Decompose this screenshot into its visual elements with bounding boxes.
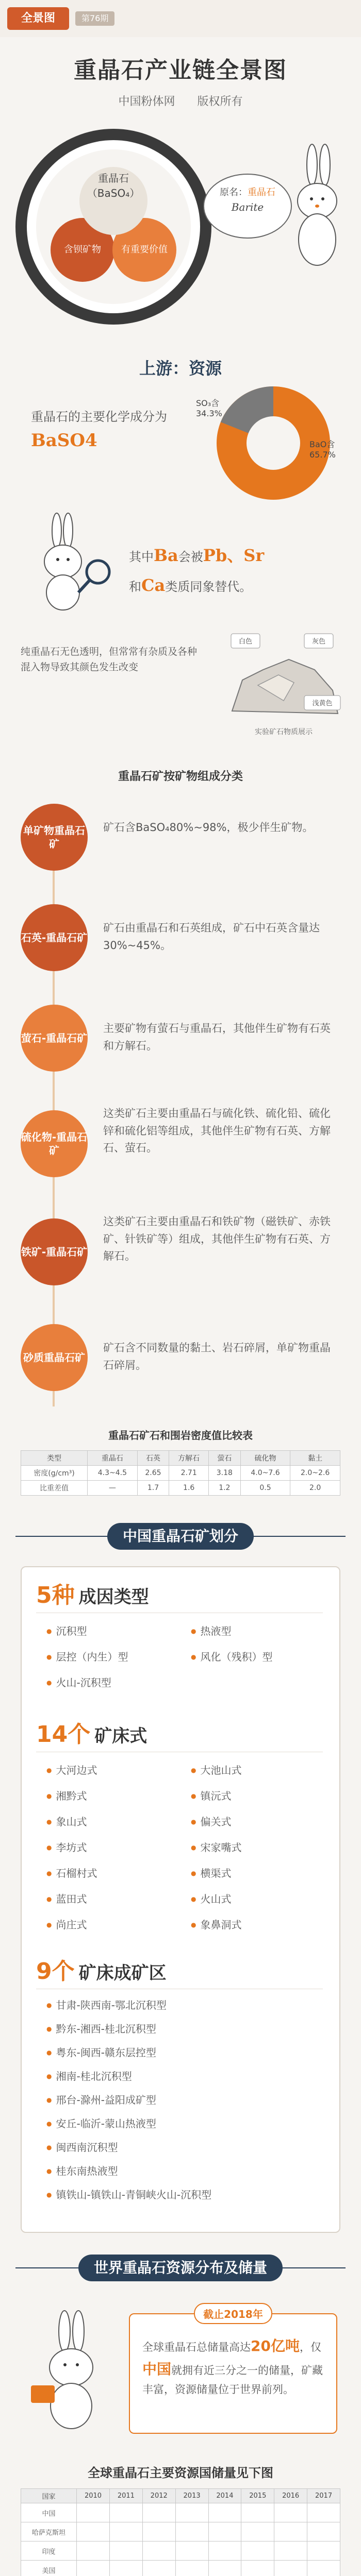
formula-lead: 重晶石的主要化学成分为 xyxy=(31,410,167,424)
mineral-type-desc: 矿石由重晶石和石英组成，矿石中石英含量达30%~45%。 xyxy=(103,922,320,952)
table-cell xyxy=(241,2503,274,2522)
table-cell xyxy=(142,2541,175,2561)
deposit-styles-label: 矿床式 xyxy=(94,1726,147,1747)
table-header-cell: 2011 xyxy=(109,2489,142,2503)
belt-item: ● 甘肃-陕西南-鄂北沉积型 xyxy=(46,1997,167,2012)
table-header-cell: 2016 xyxy=(274,2489,307,2503)
mineral-type-badge: 硫化物-重晶石矿 xyxy=(21,1110,88,1177)
core-mineral-name: 重晶石 xyxy=(98,172,129,184)
mineral-type-badge: 铁矿-重晶石矿 xyxy=(21,1218,88,1285)
country-cell: 中国 xyxy=(21,2503,77,2522)
deposit-style-item: ● 尚庄式 xyxy=(46,1917,87,1931)
table-cell xyxy=(208,2503,241,2522)
table-cell xyxy=(175,2503,208,2522)
table-header-cell: 2015 xyxy=(241,2489,274,2503)
table-row xyxy=(21,2522,340,2541)
belt-item: ● 湘南-桂北沉积型 xyxy=(46,2068,132,2083)
mineral-types-heading: 重晶石矿按矿物组成分类 xyxy=(118,770,243,783)
table-header-cell: 类型 xyxy=(21,1451,88,1466)
sub-prefix: 其中 xyxy=(129,550,154,564)
page-subtitle xyxy=(0,93,361,109)
table-row xyxy=(21,1466,340,1481)
belt-item: ● 邢台-滁州-益阳成矿型 xyxy=(46,2092,156,2107)
table-cell: 比重差值 xyxy=(21,1481,88,1496)
table-cell: 密度(g/cm³) xyxy=(21,1466,88,1481)
table-cell: 0.5 xyxy=(240,1481,290,1496)
deposit-style-item: ● 宋家嘴式 xyxy=(191,1839,241,1854)
table-cell xyxy=(274,2541,307,2561)
so3-legend xyxy=(196,397,222,418)
left-circle-label: 含钡矿物 xyxy=(64,244,101,255)
formula-value: BaSO4 xyxy=(31,430,97,451)
world-title: 世界重晶石资源分布及储量 xyxy=(78,2255,283,2281)
table-cell: 2.0 xyxy=(290,1481,340,1496)
table-cell xyxy=(109,2522,142,2541)
country-cell: 哈萨克斯坦 xyxy=(21,2522,77,2541)
mineral-type-6 xyxy=(21,1324,340,1401)
sub-suffix: 类质同象替代。 xyxy=(165,579,252,594)
table-header-cell: 萤石 xyxy=(209,1451,241,1466)
table-cell xyxy=(241,2541,274,2561)
mineral-type-desc: 这类矿石主要由重晶石与硫化铁、硫化铅、硫化锌和硫化铝等组成，其他伴生矿物有石英、方解石、萤石。 xyxy=(103,1107,331,1155)
genetic-type-item: ● 风化（残积）型 xyxy=(191,1649,272,1664)
country-cell: 印度 xyxy=(21,2541,77,2561)
table-cell xyxy=(274,2522,307,2541)
world-table-title: 全球重晶石主要资源国储量见下图 xyxy=(88,2466,273,2480)
table-cell xyxy=(307,2522,340,2541)
table-header-row xyxy=(21,1451,340,1466)
table-cell xyxy=(208,2561,241,2576)
mineral-type-desc: 这类矿石主要由重晶石和铁矿物（磁铁矿、赤铁矿、针铁矿等）组成，其他伴生矿物有石英、方解石。 xyxy=(103,1215,331,1263)
deposit-style-item: ● 横渠式 xyxy=(191,1865,231,1880)
table-cell: 3.18 xyxy=(209,1466,241,1481)
world-reserve-card xyxy=(129,2308,337,2434)
deposit-style-item: ● 象山式 xyxy=(46,1814,87,1828)
mineral-type-badge: 砂质重晶石矿 xyxy=(21,1324,88,1391)
deposit-style-item: ● 偏关式 xyxy=(191,1814,231,1828)
so3-value: 34.3% xyxy=(196,409,222,418)
genetic-types-heading xyxy=(36,1577,149,1609)
table-header-cell: 2010 xyxy=(77,2489,110,2503)
belts-label: 矿床成矿区 xyxy=(78,1963,167,1984)
brand-logo[interactable]: 全景图 xyxy=(7,7,69,30)
reserve-china: 中国 xyxy=(142,2360,172,2378)
table-cell xyxy=(175,2561,208,2576)
table-header-cell: 黏土 xyxy=(290,1451,340,1466)
name-bubble xyxy=(211,185,284,215)
world-reserve-text xyxy=(142,2335,324,2398)
ca-element: Ca xyxy=(141,575,166,595)
bubble-prefix: 原名： xyxy=(220,187,248,198)
density-table-wrap xyxy=(21,1450,340,1496)
belt-item: ● 黔东-湘西-桂北沉积型 xyxy=(46,2021,156,2036)
deposit-style-item: ● 镇沅式 xyxy=(191,1788,231,1803)
table-header-cell: 方解石 xyxy=(169,1451,209,1466)
table-cell: 4.3~4.5 xyxy=(88,1466,138,1481)
table-header-cell: 2012 xyxy=(142,2489,175,2503)
table-cell: 1.7 xyxy=(137,1481,169,1496)
world-table-wrap xyxy=(21,2488,340,2576)
density-table-title: 重晶石矿石和围岩密度值比较表 xyxy=(108,1429,253,1442)
bao-label: BaO含 xyxy=(309,439,335,449)
table-cell xyxy=(175,2541,208,2561)
mineral-type-4 xyxy=(21,1105,340,1193)
mineral-type-desc: 矿石含不同数量的黏土、岩石碎屑，单矿物重晶石碎屑。 xyxy=(103,1342,331,1371)
and-text: 和 xyxy=(129,579,141,594)
table-cell xyxy=(208,2541,241,2561)
deposit-style-item: ● 蓝田式 xyxy=(46,1891,87,1906)
deposit-style-item: ● 火山式 xyxy=(191,1891,231,1906)
upstream-title: 上游：资源 xyxy=(139,359,222,378)
genetic-types-count: 5种 xyxy=(36,1582,75,1608)
mineral-type-5 xyxy=(21,1213,340,1301)
table-cell: — xyxy=(88,1481,138,1496)
table-cell xyxy=(77,2503,110,2522)
density-table xyxy=(21,1450,340,1496)
table-header-row xyxy=(21,2489,340,2503)
table-cell xyxy=(142,2561,175,2576)
table-cell xyxy=(274,2561,307,2576)
genetic-type-item: ● 火山-沉积型 xyxy=(46,1674,111,1689)
rabbit-magnifier-icon xyxy=(21,510,124,613)
table-cell xyxy=(142,2503,175,2522)
ore-samples xyxy=(222,623,346,737)
belt-item: ● 闽西南沉积型 xyxy=(46,2139,118,2154)
table-cell xyxy=(77,2522,110,2541)
table-cell xyxy=(208,2522,241,2541)
world-reserves-table xyxy=(21,2488,340,2576)
world-rabbit-icon xyxy=(21,2308,124,2432)
formula-statement xyxy=(31,407,186,455)
belts-heading xyxy=(36,1953,167,1986)
intro-diagram xyxy=(15,124,346,340)
table-row xyxy=(21,1481,340,1496)
sub-mid: 会被 xyxy=(178,550,203,564)
table-cell xyxy=(307,2503,340,2522)
mineral-type-badge: 单矿物重晶石矿 xyxy=(21,804,88,871)
table-header-cell: 石英 xyxy=(137,1451,169,1466)
sample-gray-label: 灰色 xyxy=(311,638,325,646)
belt-item: ● 桂东南热液型 xyxy=(46,2163,118,2178)
table-cell: 2.0~2.6 xyxy=(290,1466,340,1481)
mineral-type-3 xyxy=(21,1005,340,1082)
intro-circles-graphic xyxy=(15,124,346,340)
classification-section-bar xyxy=(0,1520,361,1553)
right-circle-label: 有重要价值 xyxy=(121,244,168,255)
mineral-type-2 xyxy=(21,904,340,981)
table-cell xyxy=(109,2541,142,2561)
reserve-value: 20亿吨 xyxy=(251,2337,300,2354)
table-header-cell: 2014 xyxy=(208,2489,241,2503)
issue-badge: 第76期 xyxy=(75,11,114,26)
table-cell xyxy=(241,2522,274,2541)
sample-caption: 实验矿石物质展示 xyxy=(255,728,313,736)
mineral-type-desc: 主要矿物有萤石与重晶石，其他伴生矿物有石英和方解石。 xyxy=(103,1022,331,1052)
sample-yellow-label: 浅黄色 xyxy=(312,700,333,707)
classification-title: 中国重晶石矿划分 xyxy=(107,1523,254,1550)
deposit-style-item: ● 李坊式 xyxy=(46,1839,87,1854)
source-label: 中国粉体网 xyxy=(118,95,175,108)
deposit-style-item: ● 湘黔式 xyxy=(46,1788,87,1803)
mineral-type-badge: 石英-重晶石矿 xyxy=(21,904,88,971)
deposit-style-item: ● 石榴村式 xyxy=(46,1865,97,1880)
genetic-types-label: 成因类型 xyxy=(78,1587,149,1607)
table-header-cell: 重晶石 xyxy=(88,1451,138,1466)
table-cell: 1.2 xyxy=(209,1481,241,1496)
belt-item: ● 镇铁山-镇铁山-青铜峡火山-沉积型 xyxy=(46,2187,211,2201)
copyright-label: 版权所有 xyxy=(197,95,243,108)
ba-element: Ba xyxy=(154,546,178,565)
table-cell xyxy=(307,2561,340,2576)
table-cell: 2.65 xyxy=(137,1466,169,1481)
pb-sr-elements: Pb、Sr xyxy=(203,546,265,565)
table-cell: 2.71 xyxy=(169,1466,209,1481)
sample-white-label: 白色 xyxy=(238,638,252,646)
so3-label: SO₃含 xyxy=(196,398,220,408)
table-header-cell: 2013 xyxy=(175,2489,208,2503)
table-row xyxy=(21,2503,340,2522)
deposit-style-item: ● 大河边式 xyxy=(46,1762,97,1777)
reserve-text-pre: 全球重晶石总储量高达 xyxy=(142,2341,251,2353)
table-cell xyxy=(77,2541,110,2561)
rabbit-icon xyxy=(298,144,337,265)
substitution-statement xyxy=(129,541,340,600)
color-statement: 纯重晶石无色透明，但常常有杂质及各种混入物导致其颜色发生改变 xyxy=(21,646,198,673)
table-header-cell: 硫化物 xyxy=(240,1451,290,1466)
table-cell xyxy=(175,2522,208,2541)
bao-value: 65.7% xyxy=(309,450,336,460)
belt-item: ● 安丘-临沂-蒙山热液型 xyxy=(46,2115,156,2130)
country-cell: 美国 xyxy=(21,2561,77,2576)
table-cell xyxy=(241,2561,274,2576)
page-title: 重晶石产业链全景图 xyxy=(74,57,287,83)
composition-pie xyxy=(196,376,351,510)
core-mineral-formula: （BaSO₄） xyxy=(87,187,140,199)
bubble-cn-name: 重晶石 xyxy=(248,187,275,198)
table-header-cell: 2017 xyxy=(307,2489,340,2503)
world-section-bar xyxy=(0,2251,361,2284)
bao-legend xyxy=(309,438,336,460)
bubble-en-name: Barite xyxy=(231,201,264,213)
genetic-type-item: ● 沉积型 xyxy=(46,1623,87,1638)
reserve-text-post: 就拥有近三分之一的储量，矿藏丰富，资源储量位于世界前列。 xyxy=(142,2364,323,2396)
world-table-body xyxy=(21,2503,340,2576)
core-circle-label xyxy=(79,170,147,200)
table-cell: 4.0~7.6 xyxy=(240,1466,290,1481)
table-cell xyxy=(77,2561,110,2576)
table-cell xyxy=(142,2522,175,2541)
table-header-cell: 国家 xyxy=(21,2489,77,2503)
table-row xyxy=(21,2561,340,2576)
year-tag: 截止2018年 xyxy=(194,2303,272,2324)
table-cell xyxy=(274,2503,307,2522)
mineral-type-1 xyxy=(21,804,340,881)
belt-item: ● 粤东-闽西-赣东层控型 xyxy=(46,2044,156,2059)
deposit-styles-count: 14个 xyxy=(36,1721,91,1748)
deposit-styles-heading xyxy=(36,1716,147,1749)
genetic-type-item: ● 层控（内生）型 xyxy=(46,1649,128,1664)
table-cell xyxy=(109,2503,142,2522)
mineral-type-badge: 萤石-重晶石矿 xyxy=(21,1005,88,1072)
table-cell xyxy=(109,2561,142,2576)
mineral-type-desc: 矿石含BaSO₄80%~98%，极少伴生矿物。 xyxy=(103,821,314,834)
belts-count: 9个 xyxy=(36,1958,75,1985)
table-cell xyxy=(307,2541,340,2561)
reserve-text-mid: ，仅 xyxy=(299,2341,321,2353)
genetic-type-item: ● 热液型 xyxy=(191,1623,231,1638)
deposit-style-item: ● 大池山式 xyxy=(191,1762,241,1777)
table-cell: 1.6 xyxy=(169,1481,209,1496)
table-row xyxy=(21,2541,340,2561)
deposit-style-item: ● 象鼻洞式 xyxy=(191,1917,241,1931)
